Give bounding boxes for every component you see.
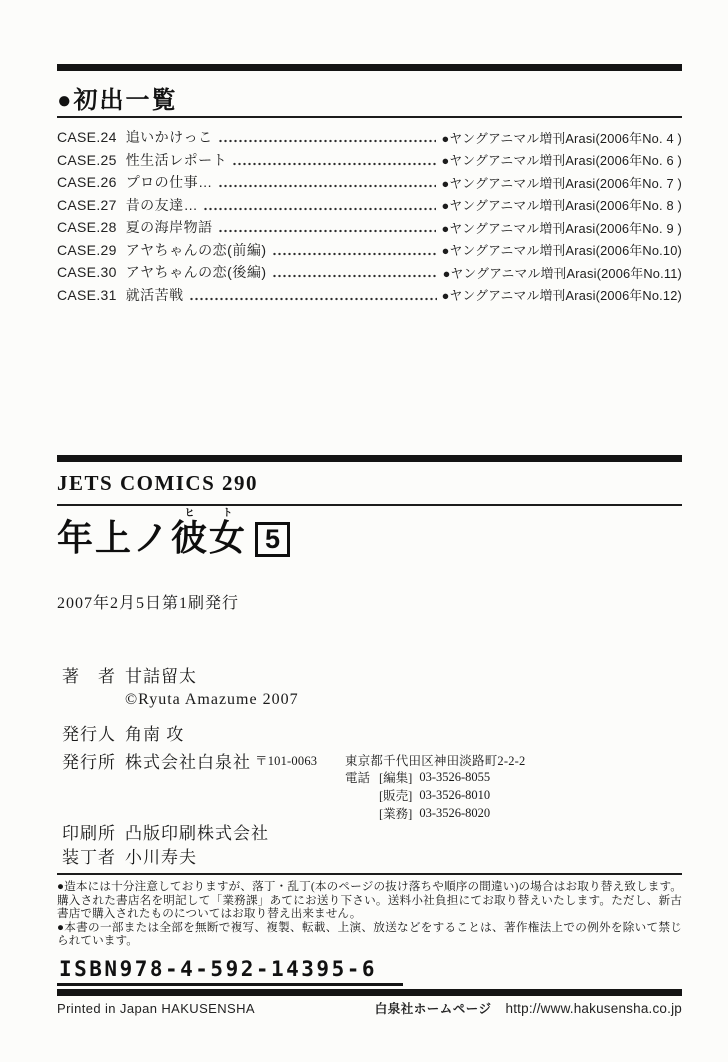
list-item-publication-source: ●ヤングアニマル増刊Arasi(2006年No.11)	[442, 265, 682, 281]
phone-department: [業務]	[379, 807, 413, 821]
list-item-publication-source: ●ヤングアニマル増刊Arasi(2006年No. 7 )	[441, 175, 682, 191]
list-item-case-number: CASE.27	[57, 196, 117, 213]
list-item-case-number: CASE.26	[57, 174, 117, 191]
copyright-row	[57, 691, 682, 713]
book-title-ruby-kanji-1	[171, 508, 210, 558]
book-title-prefix: 年上ノ	[57, 517, 172, 558]
website-label: 白泉社ホームページ	[374, 1002, 492, 1016]
publisher-name: 株式会社白泉社	[125, 753, 251, 772]
list-item-case-number: CASE.25	[57, 151, 117, 168]
list-item	[57, 126, 682, 149]
list-item-episode-title: アヤちゃんの恋(後編)	[125, 264, 267, 281]
phone-line	[345, 768, 490, 786]
dotted-leader	[272, 274, 438, 278]
list-item-case-number: CASE.29	[57, 241, 117, 258]
issuer-row	[57, 720, 682, 742]
website-url: http://www.hakusensha.co.jp	[505, 1001, 682, 1016]
publisher-address: 東京都千代田区神田淡路町2-2-2	[345, 754, 526, 768]
print-date: 2007年2月5日第1刷発行	[57, 595, 240, 612]
list-item-episode-title: 追いかけっこ	[125, 129, 213, 146]
dotted-leader	[189, 297, 437, 301]
list-item-publication-source: ●ヤングアニマル増刊Arasi(2006年No. 4 )	[441, 130, 682, 146]
dotted-leader	[232, 162, 436, 166]
printer-name: 凸版印刷株式会社	[125, 824, 269, 843]
printer-label: 印刷所	[62, 824, 116, 843]
phone-number: 03-3526-8020	[419, 805, 491, 820]
dotted-leader	[218, 229, 437, 233]
designer-name: 小川寿夫	[125, 848, 197, 867]
phone-list	[345, 768, 490, 822]
copyright-notice: ©Ryuta Amazume 2007	[125, 691, 299, 708]
list-item	[57, 239, 682, 262]
bottom-divider-bar	[57, 989, 682, 996]
author-label: 著 者	[62, 667, 116, 686]
book-title-base-1: 彼	[171, 517, 210, 558]
replacement-policy-paragraph: ●造本には十分注意しておりますが、落丁・乱丁(本のページの抜け落ちや順序の間違い)の場合はお取り替え致します。購入された書店名を明記して「業務課」あてにお送り下さい。送料小社負担にてお取り替えいたします。ただし、新古書店で購入されたものについてはお取り替え出来ません。	[57, 880, 682, 921]
isbn-container	[57, 957, 403, 986]
footer-row	[57, 999, 682, 1017]
list-item-publication-source: ●ヤングアニマル増刊Arasi(2006年No. 6 )	[441, 153, 682, 169]
dotted-leader	[218, 139, 437, 143]
middle-divider-bar	[57, 455, 682, 462]
issuer-label: 発行人	[62, 725, 116, 744]
list-item	[57, 284, 682, 307]
phone-department: [編集]	[379, 771, 413, 785]
designer-label: 装丁者	[62, 848, 116, 867]
list-item-episode-title: アヤちゃんの恋(前編)	[125, 241, 267, 258]
book-title-ruby-kanji-2	[209, 508, 248, 558]
top-divider-bar	[57, 64, 682, 71]
publisher-row	[57, 748, 682, 770]
list-item-episode-title: 昔の友達…	[125, 196, 199, 213]
phone-prefix-label: 電話	[345, 771, 371, 785]
book-title-base-2: 女	[209, 517, 248, 558]
publisher-postal-code: 〒101-0063	[255, 754, 318, 768]
author-row	[57, 662, 682, 684]
book-title	[57, 508, 682, 557]
printed-in-japan-text: Printed in Japan HAKUSENSHA	[57, 1001, 255, 1016]
phone-number: 03-3526-8010	[419, 787, 491, 802]
printer-row	[57, 819, 682, 841]
publisher-label: 発行所	[62, 753, 116, 772]
list-item-case-number: CASE.31	[57, 286, 117, 303]
list-item	[57, 171, 682, 194]
list-item	[57, 261, 682, 284]
heading-underline	[57, 116, 682, 118]
list-item	[57, 194, 682, 217]
list-item-episode-title: プロの仕事…	[125, 174, 213, 191]
list-item-case-number: CASE.30	[57, 264, 117, 281]
list-item-publication-source: ●ヤングアニマル増刊Arasi(2006年No.10)	[441, 243, 682, 259]
copyright-restriction-paragraph: ●本書の一部または全部を無断で複写、複製、転載、上演、放送などをすることは、著作権法上での例外を除いて禁じられています。	[57, 920, 682, 948]
legal-notice	[57, 880, 682, 948]
isbn-number: ISBN978-4-592-14395-6	[57, 957, 403, 986]
series-underline	[57, 504, 682, 506]
phone-line	[345, 786, 490, 804]
list-item-case-number: CASE.28	[57, 219, 117, 236]
first-appearance-heading: ●初出一覧	[57, 87, 178, 114]
issuer-name: 角南 攻	[125, 725, 185, 744]
designer-row	[57, 843, 682, 865]
dotted-leader	[272, 252, 437, 256]
dotted-leader	[218, 184, 437, 188]
list-item-publication-source: ●ヤングアニマル増刊Arasi(2006年No. 9 )	[441, 220, 682, 236]
volume-number-box: 5	[255, 522, 290, 557]
list-item	[57, 216, 682, 239]
list-item-episode-title: 就活苦戦	[125, 286, 184, 303]
phone-number: 03-3526-8055	[419, 769, 491, 784]
notice-divider-rule	[57, 873, 682, 875]
dotted-leader	[203, 207, 436, 211]
list-item-publication-source: ●ヤングアニマル増刊Arasi(2006年No.12)	[441, 288, 682, 304]
list-item-episode-title: 性生活レポート	[125, 151, 228, 168]
list-item-case-number: CASE.24	[57, 129, 117, 146]
imprint-series-label: JETS COMICS 290	[57, 471, 259, 495]
list-item	[57, 149, 682, 172]
publisher-website	[375, 999, 682, 1017]
list-item-episode-title: 夏の海岸物語	[125, 219, 213, 236]
list-item-publication-source: ●ヤングアニマル増刊Arasi(2006年No. 8 )	[441, 198, 682, 214]
book-title-furigana-1: ヒ	[171, 508, 210, 519]
book-title-furigana-2: ト	[209, 508, 248, 519]
phone-department: [販売]	[379, 789, 413, 803]
first-appearance-list	[57, 126, 682, 306]
author-name: 甘詰留太	[125, 667, 197, 686]
